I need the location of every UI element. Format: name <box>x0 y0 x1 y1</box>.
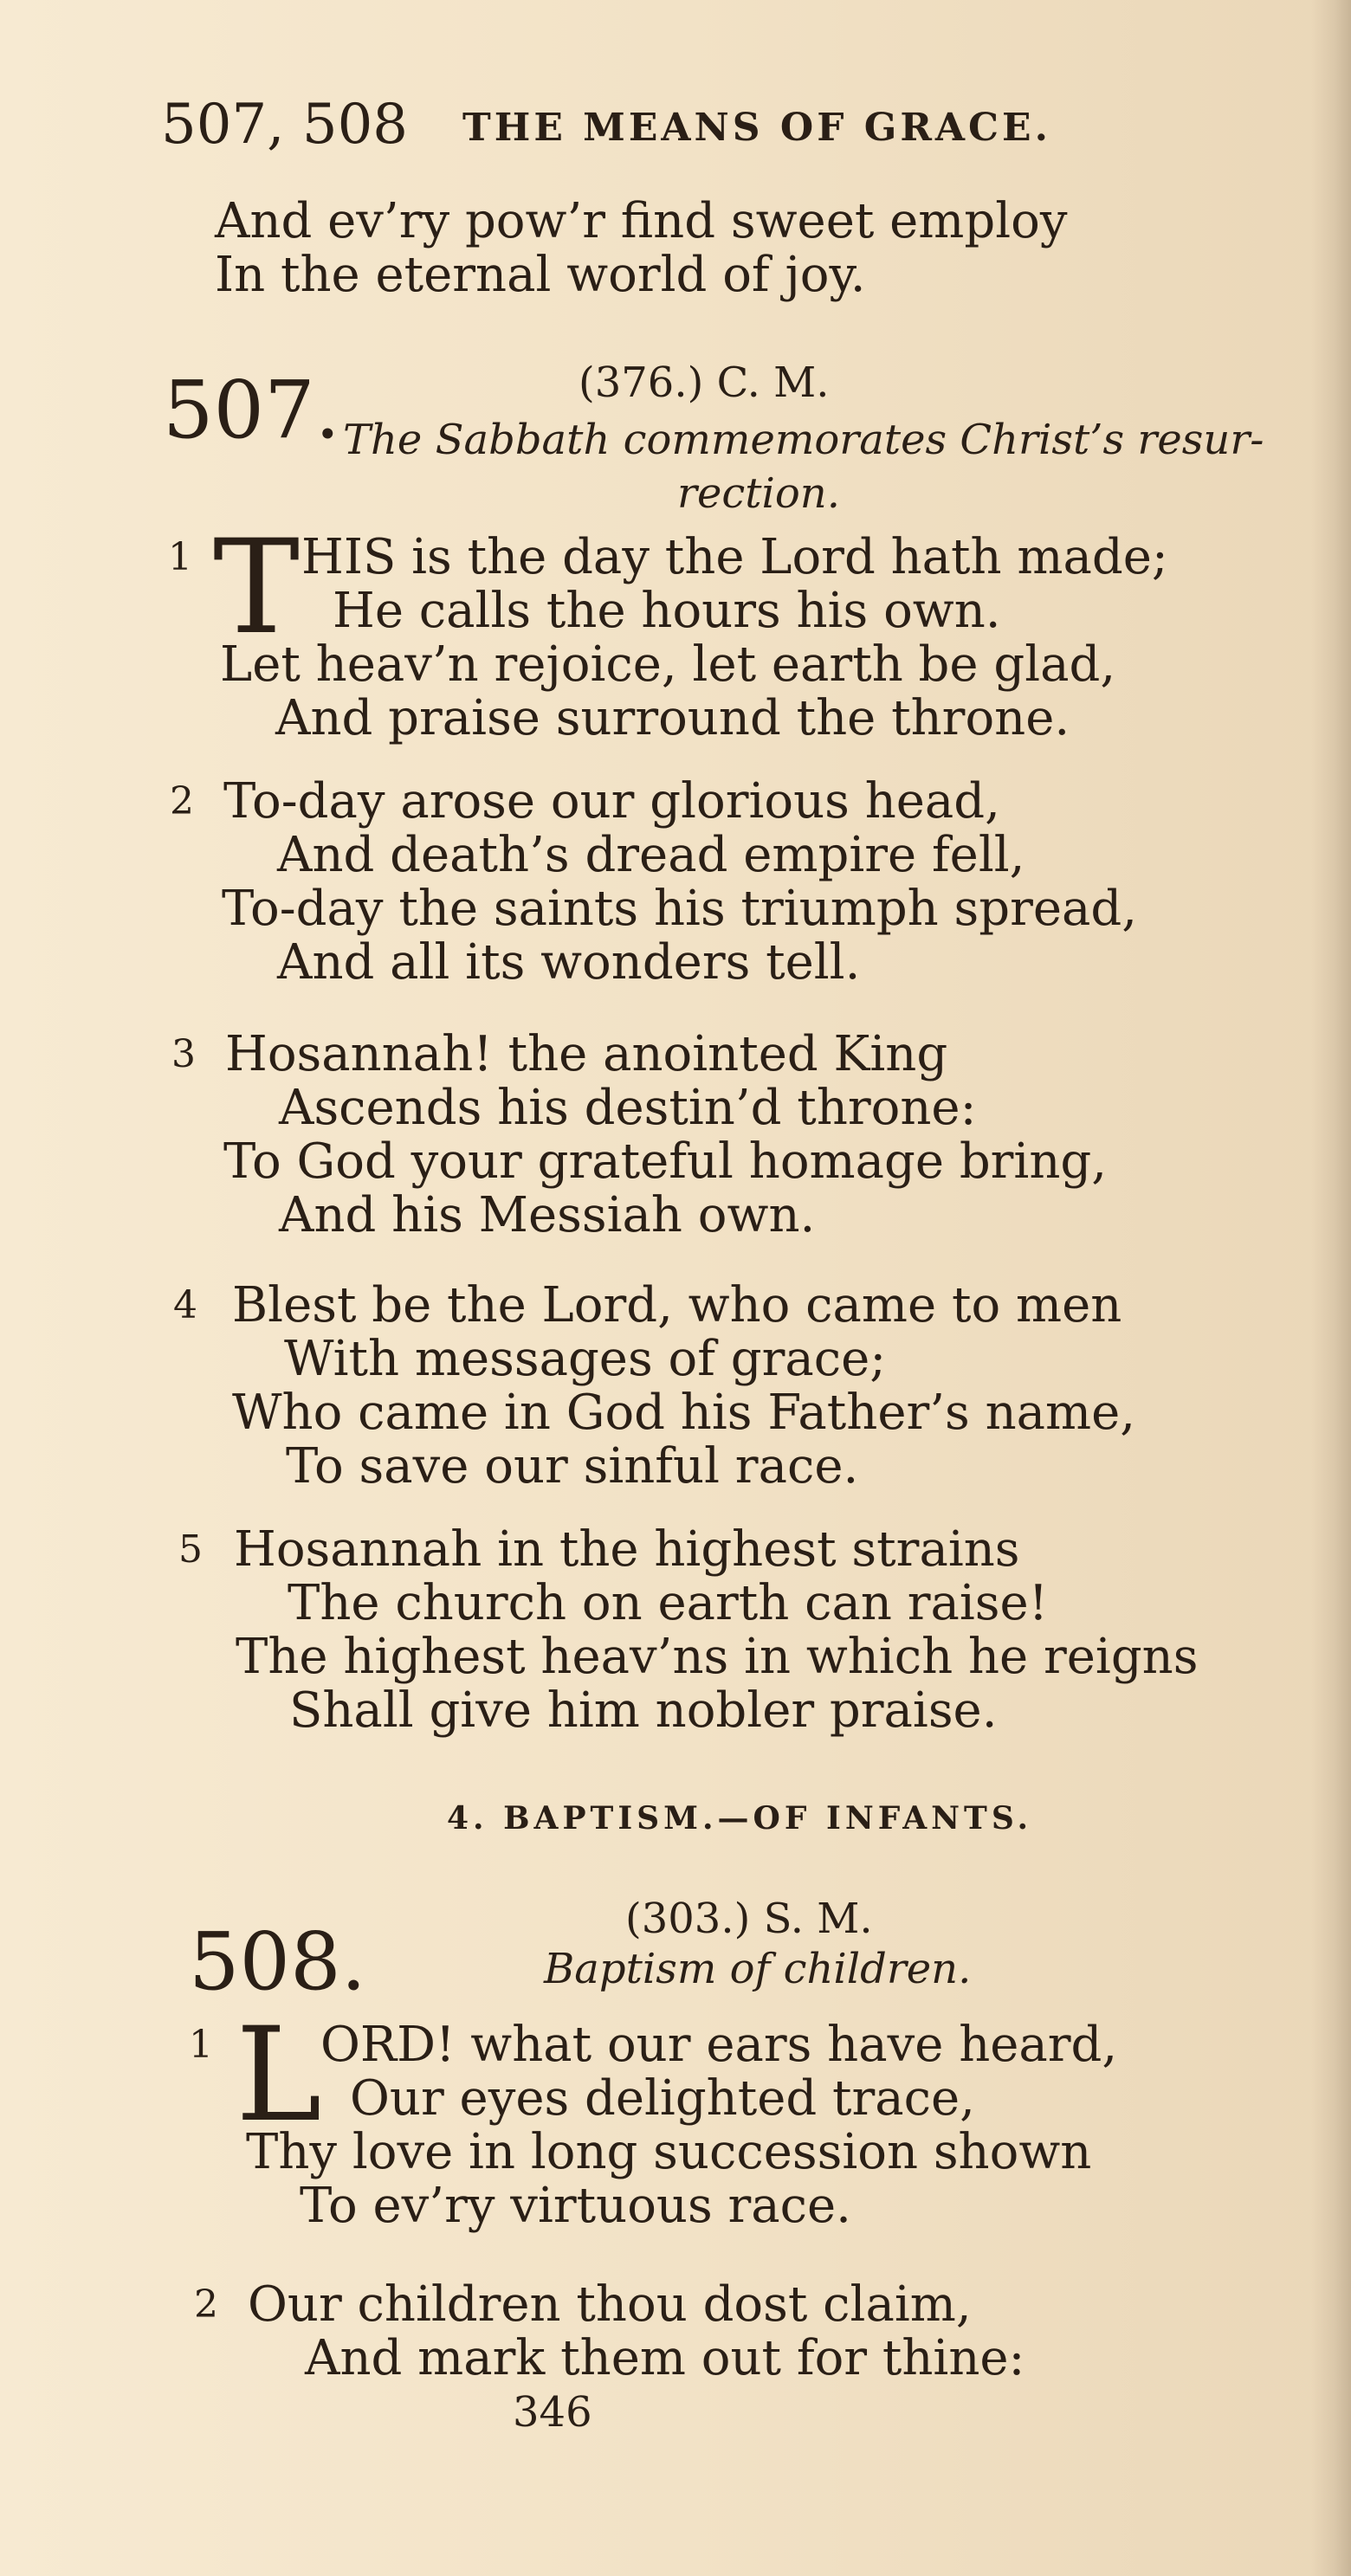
verse-line: To-day arose our glorious head, <box>223 773 1000 830</box>
verse-number: 1 <box>168 535 192 579</box>
verse-number: 2 <box>170 779 194 823</box>
page-number: 346 <box>513 2388 592 2437</box>
verse-line: Blest be the Lord, who came to men <box>232 1277 1122 1333</box>
drop-cap: L <box>236 2000 322 2151</box>
verse-line: HIS is the day the Lord hath made; <box>301 529 1168 585</box>
hymn-meter: (303.) S. M. <box>625 1895 873 1943</box>
verse-line: Let heav’n rejoice, let earth be glad, <box>220 636 1116 693</box>
verse-line: And his Messiah own. <box>279 1187 816 1243</box>
verse-number: 5 <box>178 1527 203 1572</box>
verse-line: The highest heav’ns in which he reigns <box>236 1629 1199 1685</box>
hymn-title: Baptism of children. <box>544 1945 972 1993</box>
verse-line: And all its wonders tell. <box>277 934 861 991</box>
verse-line: Thy love in long succession shown <box>246 2124 1092 2180</box>
spine-shadow <box>1311 0 1351 2576</box>
verse-line: Shall give him nobler praise. <box>289 1682 998 1739</box>
drop-cap: T <box>213 513 301 663</box>
verse-line: To save our sinful race. <box>286 1438 859 1495</box>
hymn-title: The Sabbath commemorates Christ’s resur- <box>343 416 1264 464</box>
verse-line: To-day the saints his triumph spread, <box>222 881 1138 937</box>
verse-number: 2 <box>194 2282 218 2327</box>
verse-line: ORD! what our ears have heard, <box>320 2017 1118 2073</box>
verse-line: And mark them out for thine: <box>305 2330 1025 2386</box>
verse-line: And death’s dread empire fell, <box>277 827 1025 883</box>
verse-line: Our eyes delighted trace, <box>350 2070 975 2127</box>
verse-line: Our children thou dost claim, <box>248 2276 972 2333</box>
verse-line: Hosannah! the anointed King <box>225 1026 948 1082</box>
verse-number: 1 <box>189 2023 213 2067</box>
verse-line: To ev’ry virtuous race. <box>300 2178 851 2234</box>
verse-number: 3 <box>171 1032 196 1076</box>
verse-line: He calls the hours his own. <box>333 583 1001 639</box>
hymn-number: 507. <box>163 364 340 456</box>
verse-line: To God your grateful homage bring, <box>223 1133 1108 1190</box>
running-header-hymn-numbers: 507, 508 <box>161 93 408 157</box>
carryover-line: In the eternal world of joy. <box>215 247 866 303</box>
verse-line: Hosannah in the highest strains <box>234 1521 1020 1578</box>
running-header-title: THE MEANS OF GRACE. <box>462 106 1051 150</box>
verse-line: And praise surround the throne. <box>275 690 1070 746</box>
verse-line: With messages of grace; <box>284 1331 887 1387</box>
verse-line: Ascends his destin’d throne: <box>279 1080 977 1136</box>
verse-line: The church on earth can raise! <box>288 1575 1049 1631</box>
section-heading: 4. BAPTISM.—OF INFANTS. <box>447 1800 1033 1837</box>
hymn-meter: (376.) C. M. <box>579 358 830 407</box>
carryover-line: And ev’ry pow’r find sweet employ <box>215 193 1068 249</box>
verse-number: 4 <box>173 1283 197 1327</box>
verse-line: Who came in God his Father’s name, <box>232 1385 1136 1441</box>
hymn-title-continued: rection. <box>677 469 840 518</box>
hymn-number: 508. <box>189 1915 366 2008</box>
